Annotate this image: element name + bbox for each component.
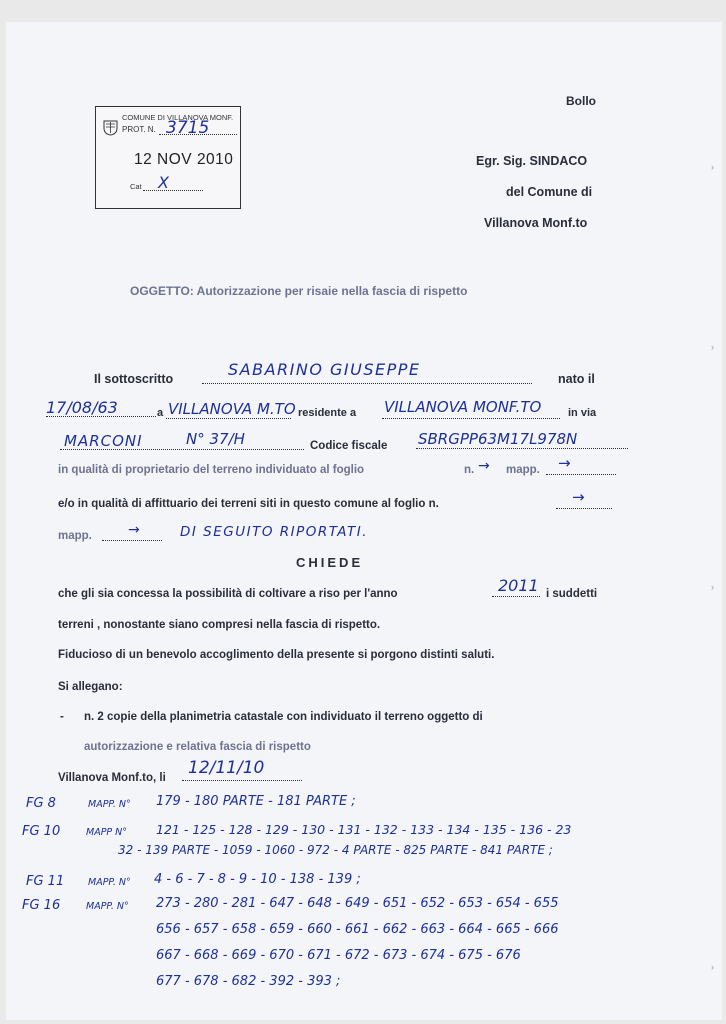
birth-date: 17/08/63 (46, 398, 118, 417)
proprietario-n-label: n. (464, 464, 475, 476)
stamp-cat-dots (143, 190, 203, 191)
street-name: MARCONI (64, 432, 143, 450)
parcel-fg16-mapp-label: MAPP. N° (86, 901, 129, 912)
stamp-date: 12 NOV 2010 (134, 151, 234, 168)
parcel-fg11-mapp-label: MAPP. N° (88, 877, 131, 888)
parcel-fg8-label: FG 8 (26, 796, 56, 811)
codice-fiscale-dotted-line (416, 432, 628, 449)
stamp-cat-value: X (158, 173, 169, 192)
addressee-line-1: Egr. Sig. SINDACO (476, 154, 588, 168)
scan-mark: › (711, 962, 714, 972)
subject-line (130, 284, 467, 298)
scan-mark: › (711, 342, 714, 352)
document-page (6, 22, 722, 1020)
stamp-cat-label: Cat (130, 182, 142, 191)
codice-fiscale-value: SBRGPP63M17L978N (418, 430, 578, 448)
stamp-prot-label: PROT. N. (122, 125, 156, 134)
allegato-bullet: - (60, 711, 64, 723)
signed-date-dotted-line (182, 766, 302, 781)
affittuario-line: e/o in qualità di affittuario dei terreni siti in questo comune al foglio n. (58, 498, 439, 510)
allegato-line-2: autorizzazione e relativa fascia di rispetto (84, 741, 311, 753)
nato-label: nato il (558, 372, 595, 386)
affittuario-foglio-arrow: → (572, 488, 585, 506)
affittuario-dotted-line (556, 496, 612, 509)
subject-text: Autorizzazione per risaie nella fascia di rispetto (196, 284, 468, 298)
sottoscritto-label: Il sottoscritto (94, 372, 174, 386)
parcel-fg10-line-1: 121 - 125 - 128 - 129 - 130 - 131 - 132 - 133 - 134 - 135 - 136 - 23 (156, 822, 572, 837)
coat-of-arms-icon (103, 119, 118, 136)
parcel-fg10-line-2: 32 - 139 PARTE - 1059 - 1060 - 972 - 4 PARTE - 825 PARTE - 841 PARTE ; (118, 843, 553, 857)
stamp-prot-number: 3715 (166, 118, 210, 138)
residence-city: VILLANOVA MONF.TO (384, 398, 542, 416)
concessa-line-end: i suddetti (546, 588, 598, 600)
affittuario-mapp-arrow: → (128, 522, 140, 538)
parcel-fg10-mapp-label: MAPP N° (86, 827, 128, 838)
street-dotted-line (60, 433, 304, 450)
requested-year: 2011 (498, 576, 539, 595)
fiducioso-line: Fiducioso di un benevolo accoglimento della presente si porgono distinti saluti. (58, 649, 495, 661)
terreni-line: terreni , nonostante siano compresi nella fascia di rispetto. (58, 619, 381, 631)
signed-date: 12/11/10 (188, 758, 265, 778)
scan-mark: › (711, 162, 714, 172)
a-label: a (157, 407, 164, 419)
addressee-line-2: del Comune di (506, 185, 593, 199)
di-seguito-note: DI SEGUITO RIPORTATI. (180, 524, 369, 540)
birth-date-dotted-line (46, 400, 156, 417)
bollo-label: Bollo (566, 94, 596, 108)
parcel-fg16-line-4: 677 - 678 - 682 - 392 - 393 ; (156, 974, 341, 989)
protocol-stamp (95, 106, 241, 209)
birth-place: VILLANOVA M.TO (168, 400, 296, 418)
parcel-fg16-line-3: 667 - 668 - 669 - 670 - 671 - 672 - 673 - 674 - 675 - 676 (156, 948, 521, 963)
year-dotted-line (492, 584, 540, 597)
parcel-fg8-mapp-label: MAPP. N° (88, 799, 131, 810)
si-allegano-label: Si allegano: (58, 681, 123, 693)
allegato-line-1: n. 2 copie della planimetria catastale con individuato il terreno oggetto di (84, 711, 483, 723)
subject-label: OGGETTO: (130, 284, 194, 298)
proprietario-line: in qualità di proprietario del terreno individuato al foglio (58, 464, 365, 476)
proprietario-foglio-arrow: → (478, 458, 490, 474)
chiede-heading: CHIEDE (296, 555, 364, 570)
scan-mark: › (711, 582, 714, 592)
residente-label: residente a (298, 407, 357, 419)
parcel-fg16-line-2: 656 - 657 - 658 - 659 - 660 - 661 - 662 - 663 - 664 - 665 - 666 (156, 922, 559, 937)
parcel-fg16-label: FG 16 (22, 898, 61, 913)
stamp-municipality: COMUNE DI VILLANOVA MONF. (122, 113, 234, 122)
proprietario-mapp-dotted-line (546, 462, 616, 475)
parcel-fg11-line-1: 4 - 6 - 7 - 8 - 9 - 10 - 138 - 139 ; (154, 872, 361, 887)
parcel-fg10-label: FG 10 (22, 824, 61, 839)
applicant-name: SABARINO GIUSEPPE (228, 360, 421, 379)
parcel-fg11-label: FG 11 (26, 874, 65, 889)
street-number: N° 37/H (186, 430, 245, 448)
residence-dotted-line (382, 402, 560, 419)
proprietario-mapp-label: mapp. (506, 464, 540, 476)
proprietario-mapp-arrow: → (558, 454, 571, 472)
parcel-fg16-line-1: 273 - 280 - 281 - 647 - 648 - 649 - 651 - 652 - 653 - 654 - 655 (156, 896, 559, 911)
affittuario-mapp-label: mapp. (58, 530, 92, 542)
in-via-label: in via (568, 407, 597, 419)
codice-fiscale-label: Codice fiscale (310, 440, 388, 452)
birth-place-dotted-line (166, 402, 291, 419)
parcel-fg8-line-1: 179 - 180 PARTE - 181 PARTE ; (156, 794, 356, 809)
affittuario-mapp-dotted-line (102, 528, 162, 541)
addressee-line-3: Villanova Monf.to (484, 216, 588, 230)
concessa-line-start: che gli sia concessa la possibilità di coltivare a riso per l'anno (58, 588, 398, 600)
place-date-label: Villanova Monf.to, li (58, 772, 166, 784)
